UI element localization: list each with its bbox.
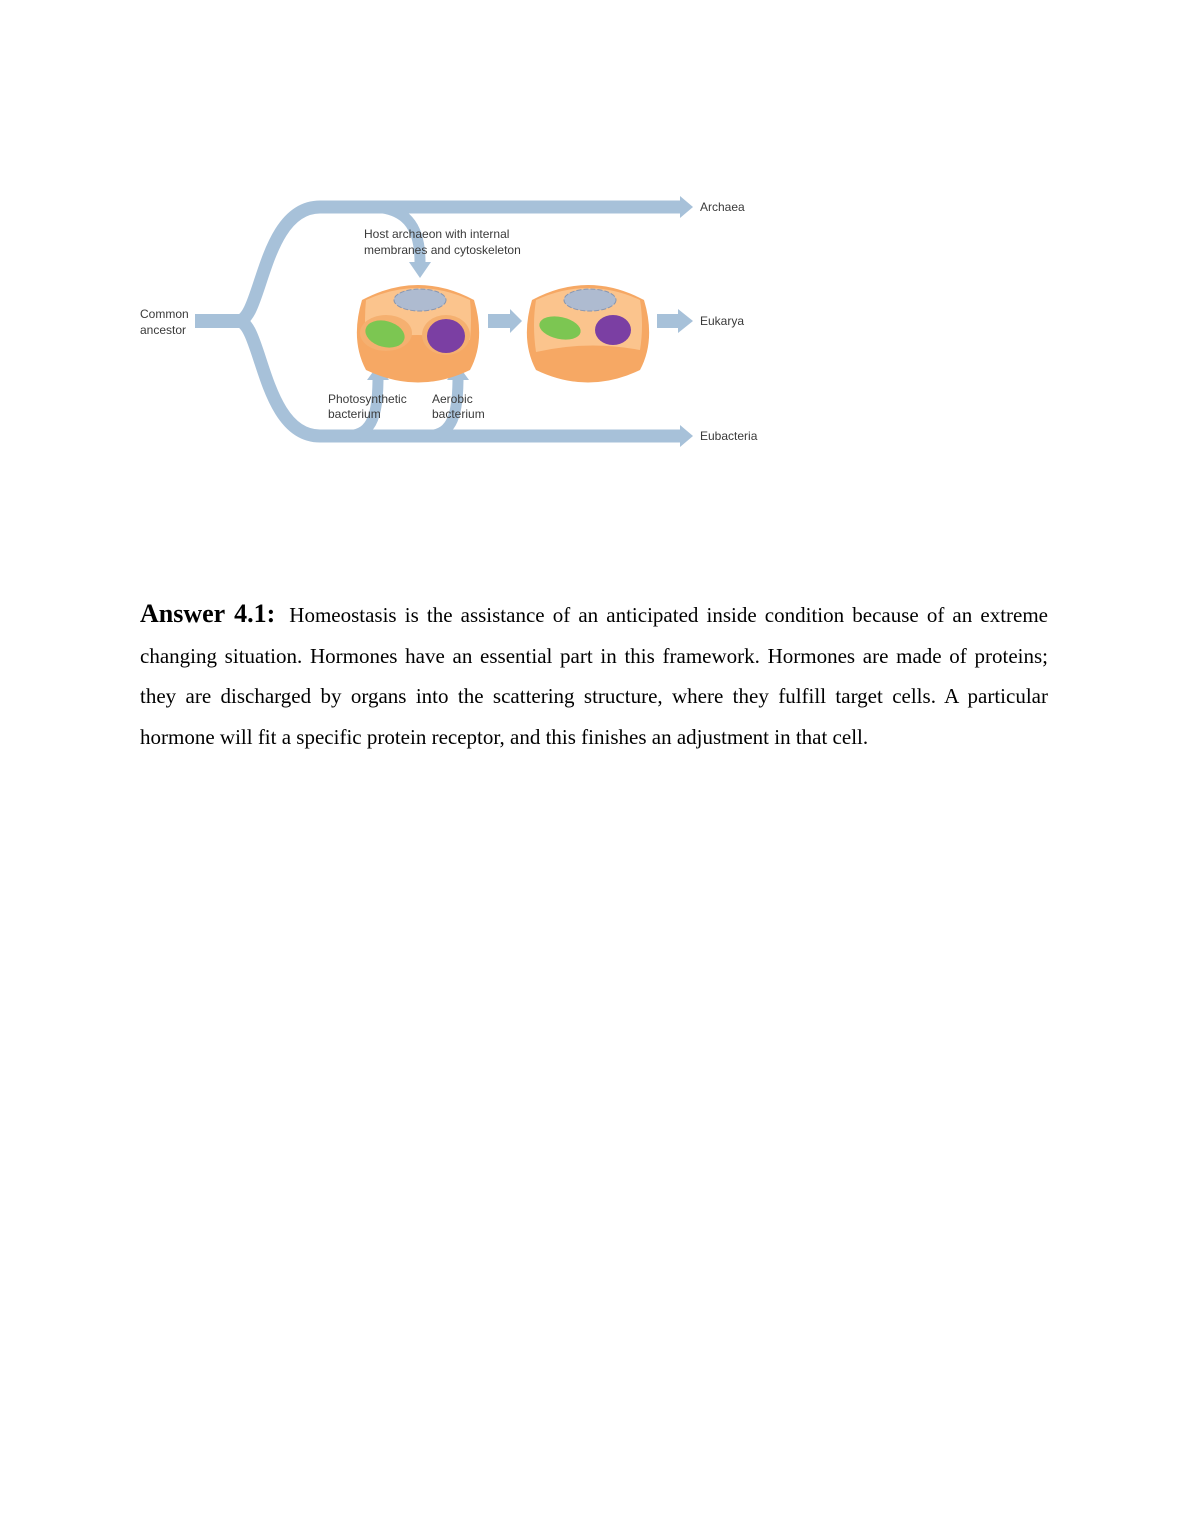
answer-paragraph (140, 594, 1048, 757)
answer-text: Homeostasis is the assistance of an anticipated inside condition because of an extreme changing situation. Hormones have an essential part in this framework. Hormones are made of proteins; they are discharged by organs into the scattering structure, where they fulfill target cells. A particular hormone will fit a specific protein receptor, and this finishes an adjustment in that cell. (140, 603, 1048, 749)
merge-arrowhead (510, 309, 522, 333)
host-cell (357, 285, 479, 383)
label-archaea: Archaea (700, 200, 745, 214)
host-arrowhead (409, 262, 431, 278)
eukaryotic-cell (527, 285, 649, 383)
archaea-arrowhead (680, 196, 693, 218)
label-eukarya: Eukarya (700, 314, 745, 328)
label-photosynthetic-bacterium: Photosynthetic bacterium (328, 392, 407, 421)
label-host-archaeon: Host archaeon with internal membranes and cytoskeleton (364, 227, 521, 257)
endosymbiosis-diagram (0, 0, 1190, 520)
eukarya-arrowhead (678, 309, 693, 333)
nucleus (394, 289, 446, 311)
eubacteria-arrowhead (680, 425, 693, 447)
label-eubacteria: Eubacteria (700, 429, 758, 443)
mitochondrion (427, 319, 465, 353)
label-aerobic-bacterium: Aerobic bacterium (432, 392, 485, 421)
label-common-ancestor: Common ancestor (140, 307, 189, 337)
mitochondrion (595, 315, 631, 345)
nucleus (564, 289, 616, 311)
answer-heading: Answer 4.1: (140, 599, 276, 628)
